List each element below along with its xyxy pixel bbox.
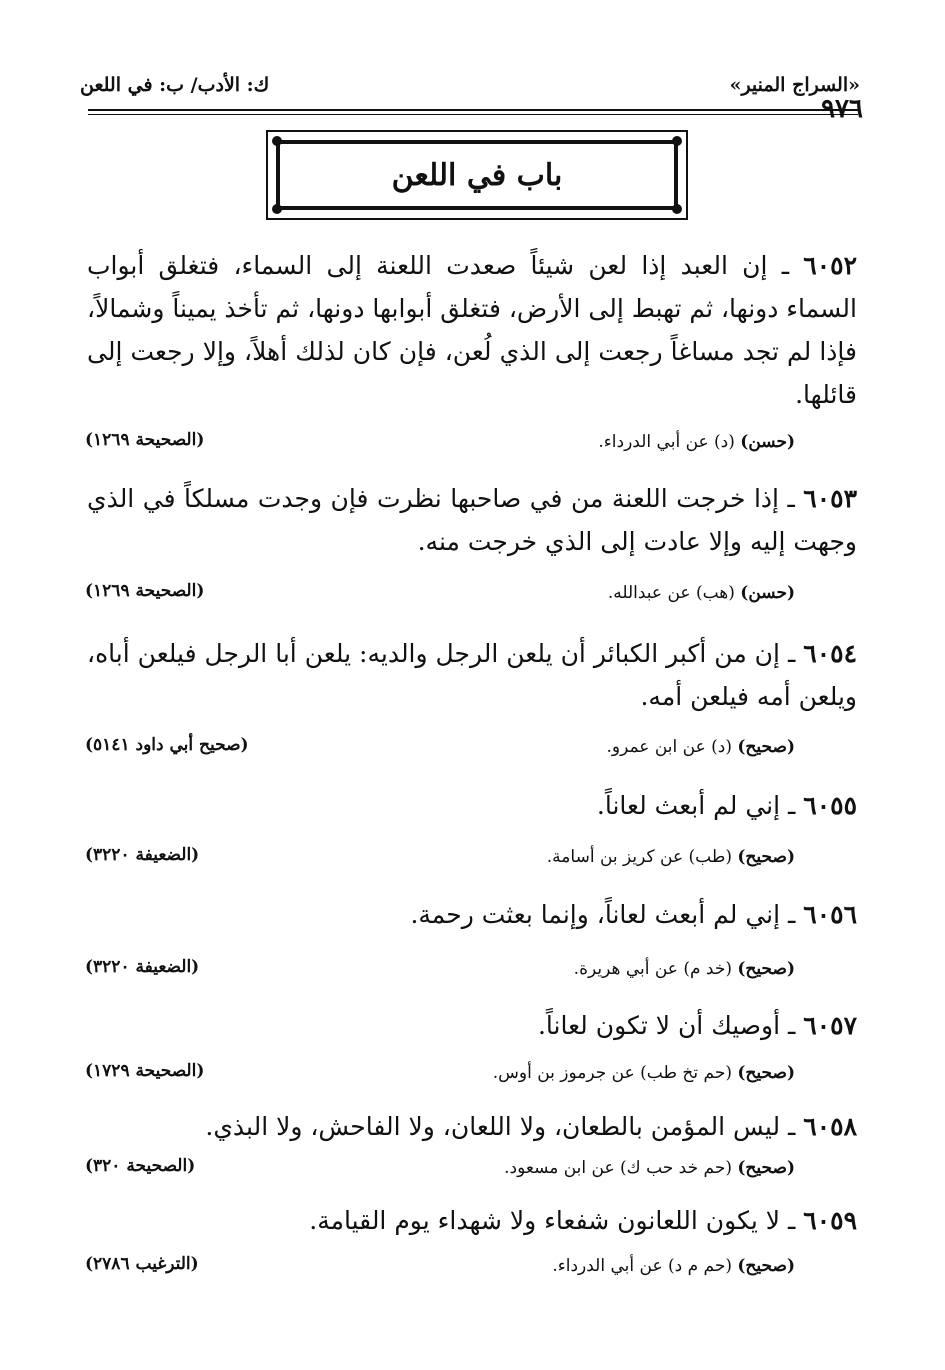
hadith-source [504, 1158, 795, 1178]
header-rule-thin [88, 114, 858, 115]
hadith-entry: ٦٠٥٦ ـ إني لم أبعث لعاناً، وإنما بعثت رحمة. [410, 900, 857, 929]
hadith-entry: ٦٠٥٩ ـ لا يكون اللعانون شفعاء ولا شهداء يوم القيامة. [309, 1206, 857, 1235]
hadith-number: ٦٠٥٨ [803, 1112, 857, 1141]
hadith-text: ليس المؤمن بالطعان، ولا اللعان، ولا الفاحش، ولا البذي. [205, 1112, 781, 1141]
hadith-reference: (الضعيفة ٣٢٢٠) [85, 845, 200, 865]
hadith-narrator: (حم تخ طب) عن جرموز بن أوس. [492, 1063, 732, 1083]
book-title: «السراج المنير» [729, 74, 860, 96]
hadith-narrator: (خد م) عن أبي هريرة. [573, 959, 732, 979]
hadith-number: ٦٠٥٧ [803, 1011, 857, 1040]
hadith-source [574, 959, 795, 979]
running-header [80, 74, 860, 104]
hadith-entry: ٦٠٥٥ ـ إني لم أبعث لعاناً. [596, 791, 857, 820]
hadith-text: أوصيك أن لا تكون لعاناً. [537, 1011, 781, 1040]
hadith-grade: (صحيح) [737, 1256, 795, 1276]
hadith-number: ٦٠٥٣ [803, 484, 857, 513]
hadith-reference: (الضعيفة ٣٢٢٠) [85, 957, 200, 977]
hadith-text: لا يكون اللعانون شفعاء ولا شهداء يوم القيامة. [309, 1206, 781, 1235]
hadith-source [547, 847, 795, 867]
hadith-reference: (صحيح أبي داود ٥١٤١) [85, 735, 249, 755]
hadith-grade: (صحيح) [737, 847, 795, 867]
hadith-entry: ٦٠٥٣ ـ إذا خرجت اللعنة من في صاحبها نظرت فإن وجدت مسلكاً في الذي وجهت إليه وإلا عادت إلى الذي خرجت منه. [87, 484, 857, 556]
hadith-entry: ٦٠٥٨ ـ ليس المؤمن بالطعان، ولا اللعان، ولا الفاحش، ولا البذي. [205, 1112, 857, 1141]
hadith-grade: (صحيح) [737, 737, 795, 757]
hadith-number: ٦٠٥٦ [803, 900, 857, 929]
hadith-entry: ٦٠٥٤ ـ إن من أكبر الكبائر أن يلعن الرجل والديه: يلعن أبا الرجل فيلعن أباه، ويلعن أمه فيلعن أمه. [87, 639, 857, 711]
hadith-grade: (حسن) [740, 583, 795, 603]
hadith-text: إن من أكبر الكبائر أن يلعن الرجل والديه: يلعن أبا الرجل فيلعن أباه، ويلعن أمه فيلعن أمه. [87, 639, 857, 711]
hadith-text: إني لم أبعث لعاناً. [596, 791, 781, 820]
hadith-grade: (حسن) [740, 432, 795, 452]
hadith-text: إن العبد إذا لعن شيئاً صعدت اللعنة إلى السماء، فتغلق أبواب السماء دونها، ثم تهبط إلى الأرض، فتغلق أبوابها دونها، ثم تأخذ يميناً وشمالاً، فإذا لم تجد مساغاً رجعت إلى الذي لُعن، فإن كان لذلك أهلاً، وإلا رجعت إلى قائلها. [87, 251, 857, 409]
hadith-narrator: (حم م د) عن أبي الدرداء. [552, 1256, 732, 1276]
hadith-grade: (صحيح) [737, 1158, 795, 1178]
hadith-number: ٦٠٥٢ [803, 251, 858, 280]
hadith-narrator: (د) عن ابن عمرو. [606, 737, 732, 757]
hadith-source [606, 737, 795, 757]
hadith-entry: ٦٠٥٢ ـ إن العبد إذا لعن شيئاً صعدت اللعنة إلى السماء، فتغلق أبواب السماء دونها، ثم تهبط إلى الأرض، فتغلق أبوابها دونها، ثم تأخذ يميناً وشمالاً، فإذا لم تجد مساغاً رجعت إلى الذي لُعن، فإن كان لذلك أهلاً، وإلا رجعت إلى قائلها. [87, 251, 858, 409]
page-number: ٩٧٦ [821, 94, 863, 124]
hadith-source [552, 1256, 795, 1276]
hadith-number: ٦٠٥٥ [803, 791, 857, 820]
section-title: ك: الأدب/ ب: في اللعن [80, 74, 270, 96]
hadith-reference: (الصحيحة ٣٢٠) [85, 1156, 196, 1176]
hadith-source [493, 1063, 795, 1083]
hadith-reference: (الصحيحة ١٧٢٩) [85, 1061, 205, 1081]
hadith-narrator: (طب) عن كريز بن أسامة. [546, 847, 732, 867]
hadith-grade: (صحيح) [737, 1063, 795, 1083]
header-rule [88, 109, 858, 111]
hadith-text: إذا خرجت اللعنة من في صاحبها نظرت فإن وجدت مسلكاً في الذي وجهت إليه وإلا عادت إلى الذي خرجت منه. [87, 484, 857, 556]
hadith-reference: (الصحيحة ١٢٦٩) [85, 430, 205, 450]
hadith-reference: (الترغيب ٢٧٨٦) [85, 1254, 199, 1274]
hadith-text: إني لم أبعث لعاناً، وإنما بعثت رحمة. [410, 900, 781, 929]
chapter-title-frame [266, 130, 688, 220]
hadith-entry: ٦٠٥٧ ـ أوصيك أن لا تكون لعاناً. [537, 1011, 857, 1040]
hadith-number: ٦٠٥٩ [803, 1206, 857, 1235]
hadith-grade: (صحيح) [737, 959, 795, 979]
hadith-narrator: (حم خد حب ك) عن ابن مسعود. [504, 1158, 732, 1178]
hadith-source [598, 432, 795, 452]
hadith-source [608, 583, 795, 603]
hadith-narrator: (د) عن أبي الدرداء. [598, 432, 735, 452]
hadith-number: ٦٠٥٤ [803, 639, 857, 668]
hadith-narrator: (هب) عن عبدالله. [607, 583, 735, 603]
chapter-title: باب في اللعن [391, 157, 563, 193]
hadith-reference: (الصحيحة ١٢٦٩) [85, 581, 205, 601]
